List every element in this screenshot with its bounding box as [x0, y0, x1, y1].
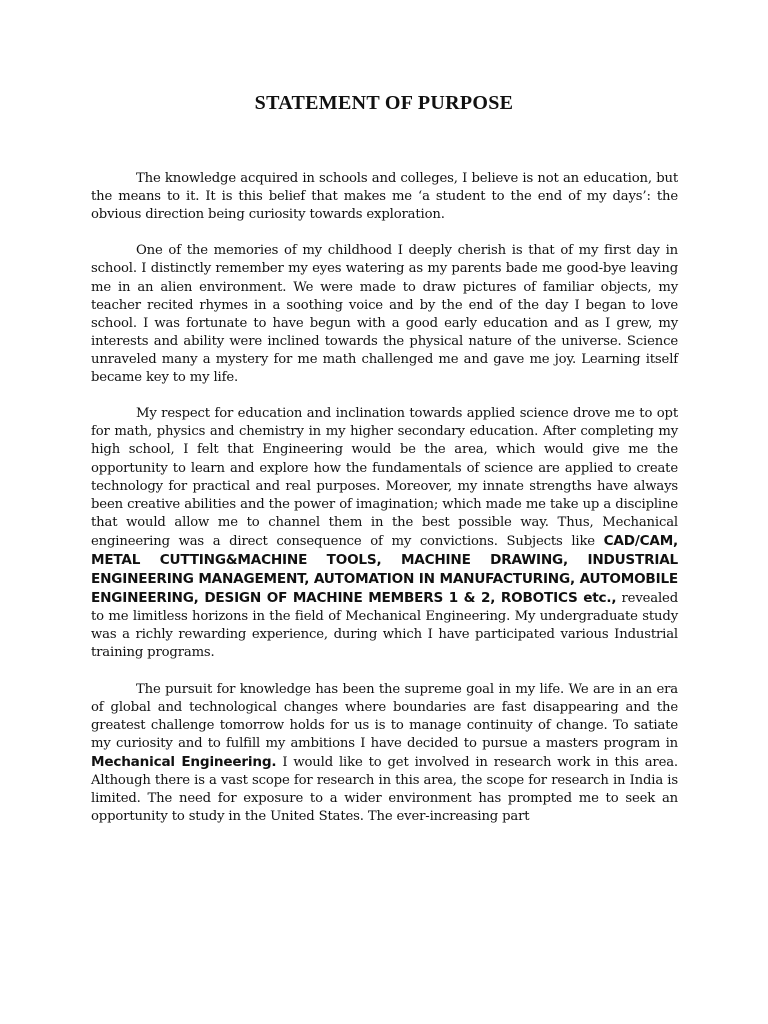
- paragraph-pursuit-intro: The pursuit for knowledge has been the supreme goal in my life. We are in an era of global and technological changes where boundaries are fast disappearing and the greatest challenge tomorrow holds for us is to manage continuity of change. To satiate my curiosity and to fulfill my ambitions I have decided to pursue a masters program in: [91, 681, 678, 751]
- document-title: STATEMENT OF PURPOSE: [254, 92, 514, 114]
- paragraph-education: [91, 405, 678, 662]
- paragraph-childhood: One of the memories of my childhood I deeply cherish is that of my first day in school. I distinctly remember my eyes watering as my parents bade me good-bye leaving me in an alien environment. We were made to draw pictures of familiar objects, my teacher recited rhymes in a soothing voice and by the end of the day I began to love school. I was fortunate to have begun with a good early education and as I grew, my interests and ability were inclined towards the physical nature of the universe. Science unraveled many a mystery for me math challenged me and gave me joy. Learning itself became key to my life.: [91, 243, 678, 386]
- document-body: [91, 170, 678, 844]
- paragraph-education-intro: My respect for education and inclination towards applied science drove me to opt for math, physics and chemistry in my higher secondary education. After completing my high school, I felt that Engineering would be the area, which would give me the opportunity to learn and explore how the fundamentals of science are applied to create technology for practical and real purposes. Moreover, my innate strengths have always been creative abilities and the power of imagination; which made me take up a discipline that would allow me to channel them in the best possible way. Thus, Mechanical engineering was a direct consequence of my convictions. Subjects like: [91, 406, 678, 549]
- paragraph-education-outro: revealed to me limitless horizons in the field of Mechanical Engineering. My undergraduate study was a richly rewarding experience, during which I have participated various Industrial training programs.: [91, 591, 679, 661]
- paragraph-pursuit-outro: I would like to get involved in research work in this area. Although there is a vast scope for research in this area, the scope for research in India is limited. The need for exposure to a wider environment has prompted me to seek an opportunity to study in the United States. The ever-increasing part: [91, 755, 678, 825]
- subjects-list: CAD/CAM, METAL CUTTING&MACHINE TOOLS, MACHINE DRAWING, INDUSTRIAL ENGINEERING MANAGEMENT, AUTOMATION IN MANUFACTURING, AUTOMOBILE ENGINEERING, DESIGN OF MACHINE MEMBERS 1 & 2, ROBOTICS etc.,: [91, 532, 678, 607]
- paragraph-knowledge: The knowledge acquired in schools and colleges, I believe is not an education, but the means to it. It is this belief that makes me ‘a student to the end of my days’: the obvious direction being curiosity towards exploration.: [91, 171, 678, 223]
- program-name: Mechanical Engineering.: [91, 754, 277, 770]
- paragraph-pursuit: [91, 681, 678, 827]
